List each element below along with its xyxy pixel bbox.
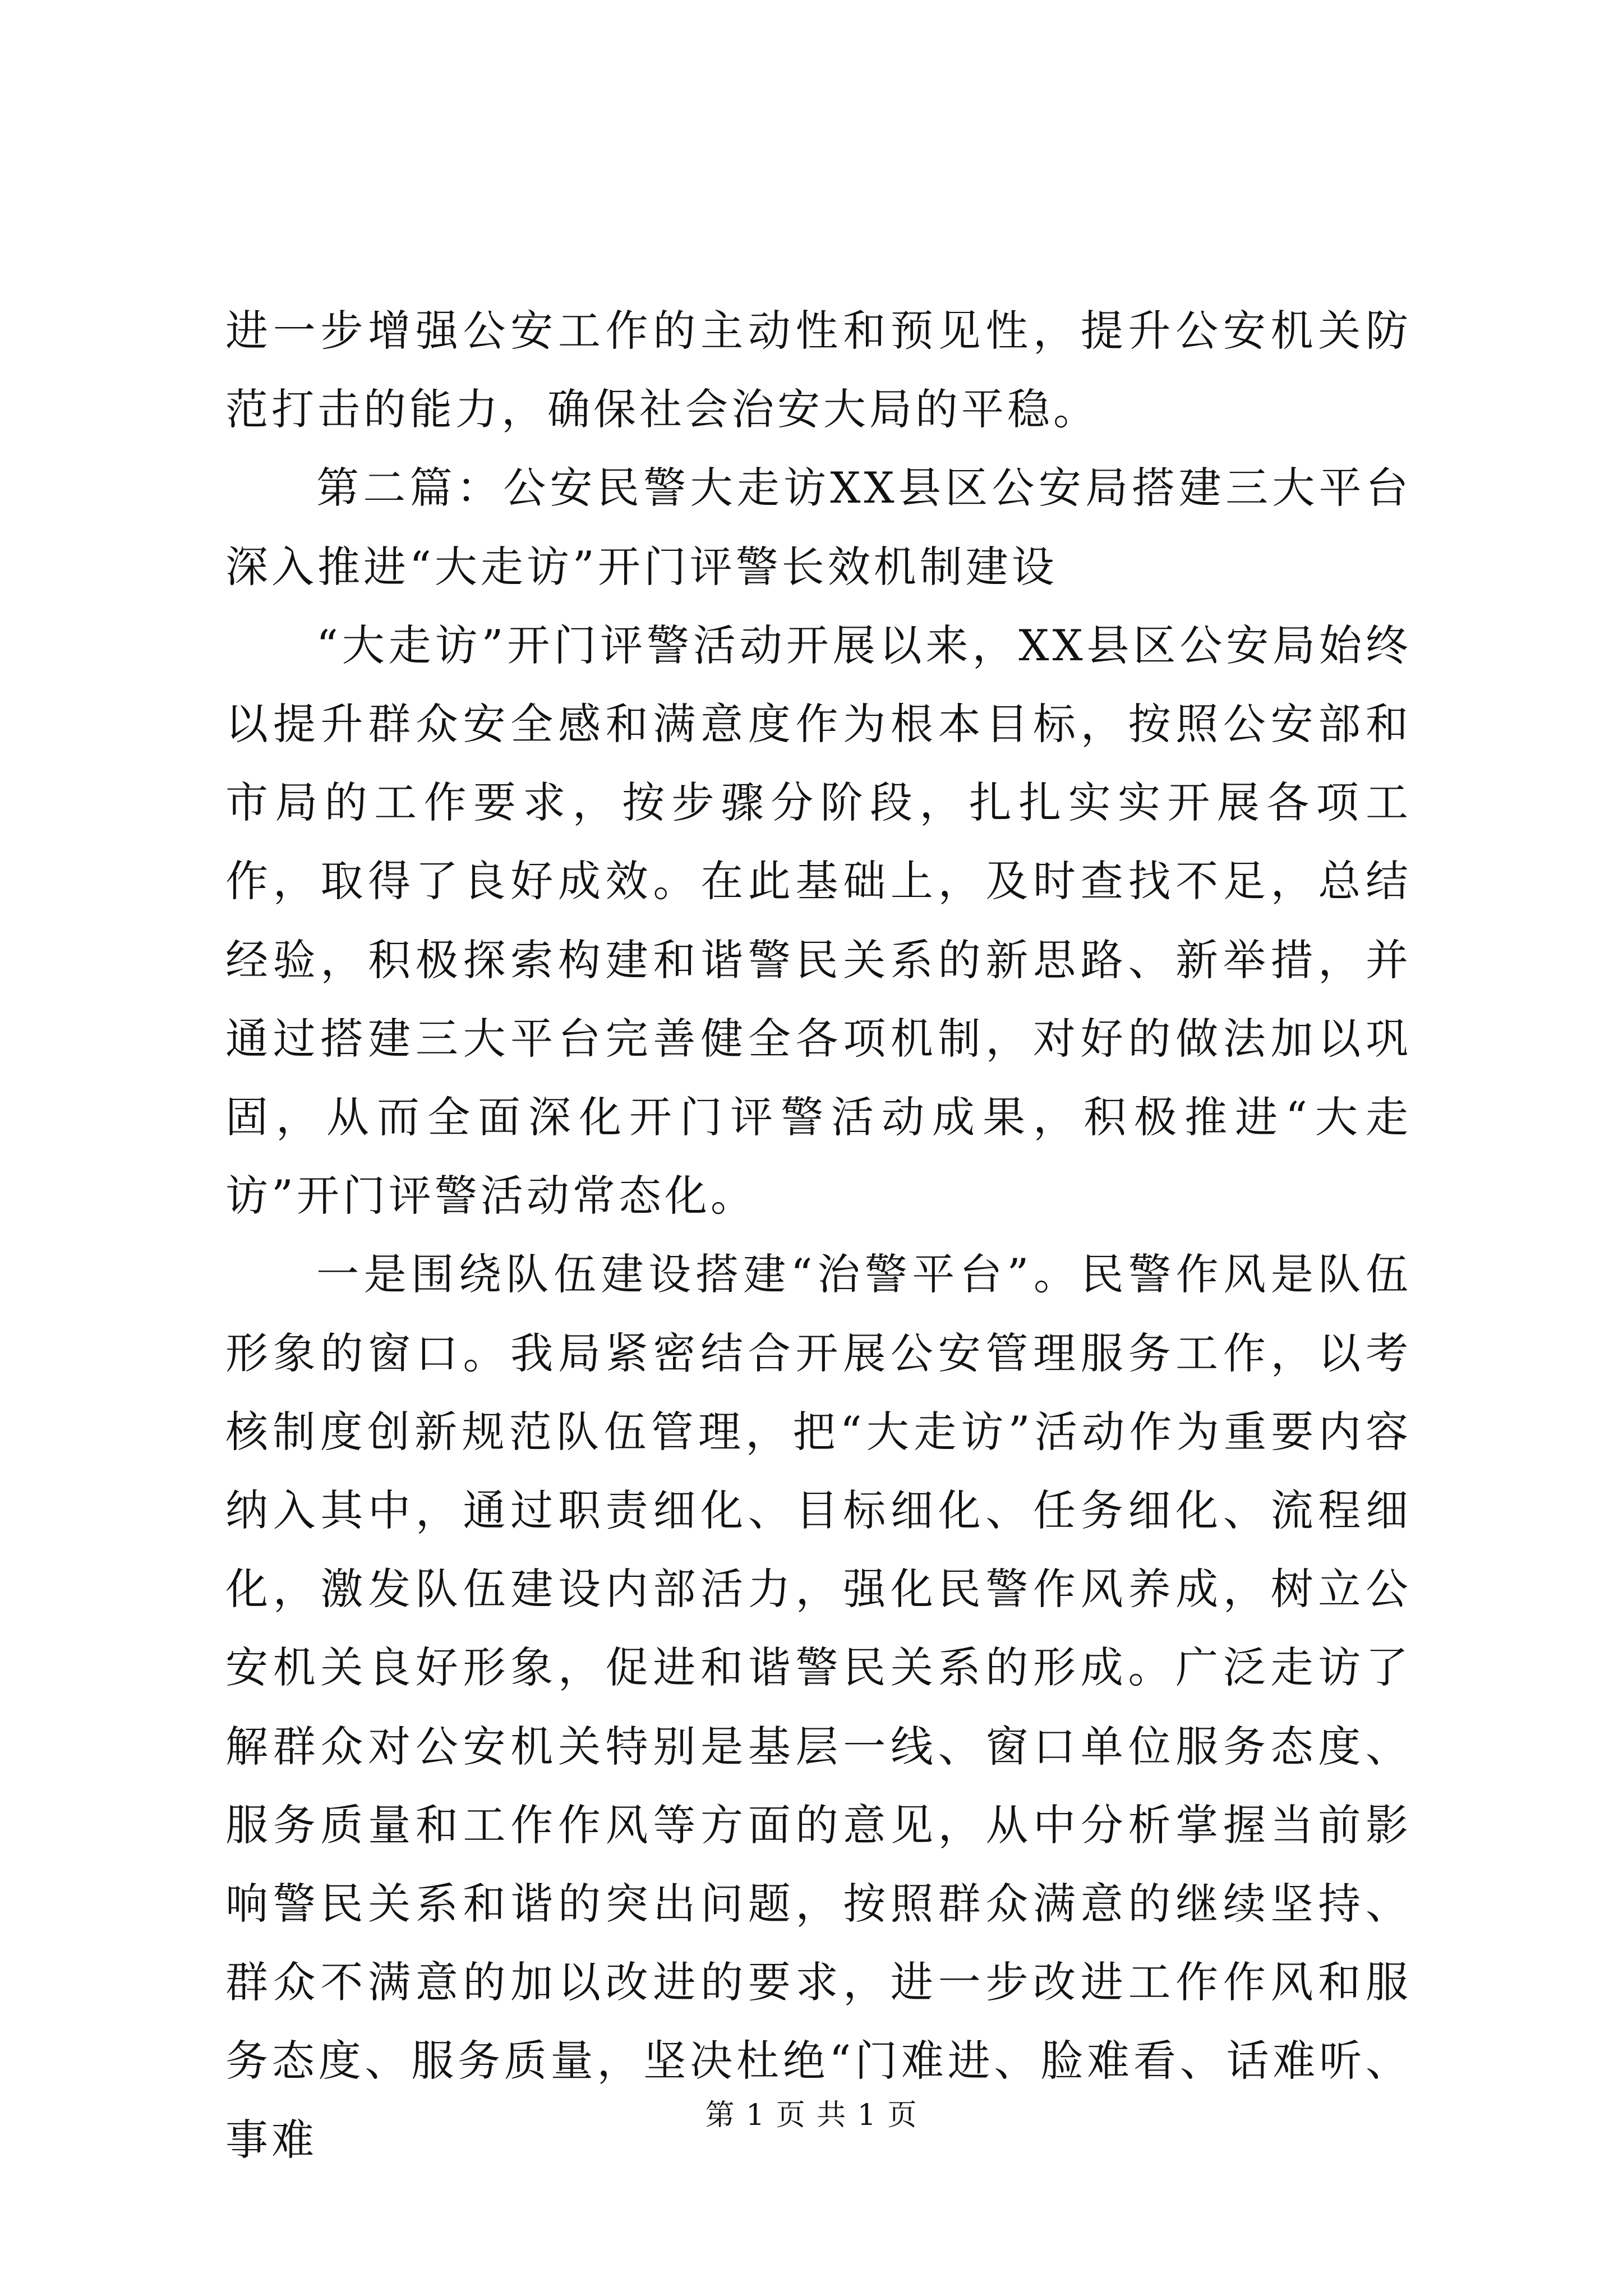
document-body <box>225 292 1412 2179</box>
page-footer: 第 1 页 共 1 页 <box>705 2099 918 2132</box>
paragraph-continuation: 进一步增强公安工作的主动性和预见性，提升公安机关防范打击的能力，确保社会治安大局的平稳。 <box>225 306 1412 435</box>
section-heading: 第二篇：公安民警大走访XX县区公安局搭建三大平台深入推进“大走访”开门评警长效机制建设 <box>225 463 1412 592</box>
paragraph-point-one: 一是围绕队伍建设搭建“治警平台”。民警作风是队伍形象的窗口。我局紧密结合开展公安管理服务工作，以考核制度创新规范队伍管理，把“大走访”活动作为重要内容纳入其中，通过职责细化、目标细化、任务细化、流程细化，激发队伍建设内部活力，强化民警作风养成，树立公安机关良好形象，促进和谐警民关系的形成。广泛走访了解群众对公安机关特别是基层一线、窗口单位服务态度、服务质量和工作作风等方面的意见，从中分析掌握当前影响警民关系和谐的突出问题，按照群众满意的继续坚持、群众不满意的加以改进的要求，进一步改进工作作风和服务态度、服务质量，坚决杜绝“门难进、脸难看、话难听、事难 <box>225 1249 1412 2165</box>
paragraph-intro: “大走访”开门评警活动开展以来，XX县区公安局始终以提升群众安全感和满意度作为根本目标，按照公安部和市局的工作要求，按步骤分阶段，扎扎实实开展各项工作，取得了良好成效。在此基础上，及时查找不足，总结经验，积极探索构建和谐警民关系的新思路、新举措，并通过搭建三大平台完善健全各项机制，对好的做法加以巩固，从而全面深化开门评警活动成果，积极推进“大走访”开门评警活动常态化。 <box>225 620 1412 1221</box>
